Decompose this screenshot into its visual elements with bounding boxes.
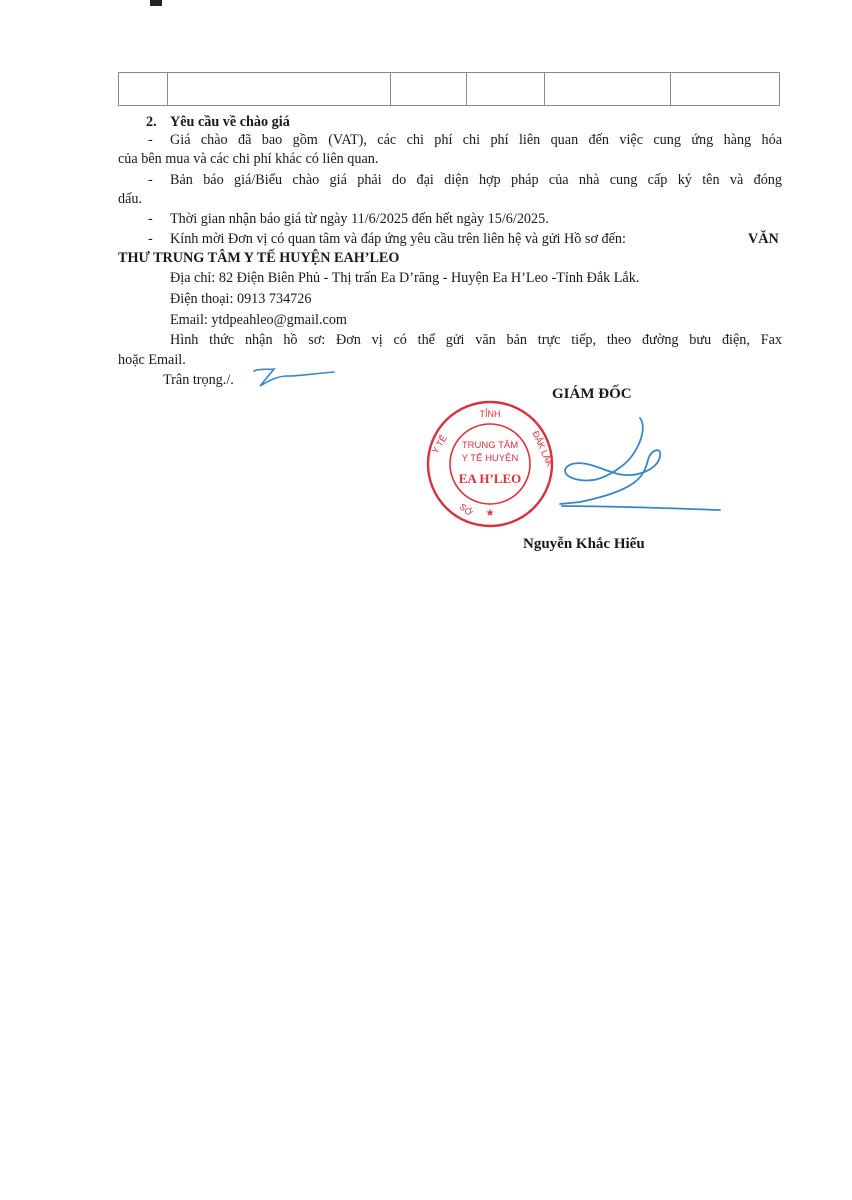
list-dash: - — [148, 231, 153, 247]
stamp-ring-left: Y TẾ — [429, 433, 449, 456]
table-bottom-row — [118, 72, 780, 106]
svg-text:★: ★ — [485, 508, 495, 519]
stamp-ring-right: ĐẮK LẮK — [530, 429, 556, 469]
stamp-center-line-1: TRUNG TÂM — [461, 440, 519, 451]
list-dash: - — [148, 132, 153, 148]
table-cell — [671, 73, 780, 106]
list-dash: - — [148, 211, 153, 227]
item-2-line-2: dấu. — [118, 191, 143, 207]
stamp-ring-bottom: SỞ — [457, 501, 475, 518]
section-number: 2. — [146, 114, 157, 130]
item-1-line-1: Giá chào đã bao gồm (VAT), các chi phí chi phí liên quan đến việc cung ứng hàng hóa — [170, 132, 782, 148]
item-3-line-1: Thời gian nhận báo giá từ ngày 11/6/2025 đến hết ngày 15/6/2025. — [170, 211, 549, 227]
recipient-name: THƯ TRUNG TÂM Y TẾ HUYỆN EAH’LEO — [118, 250, 400, 266]
signature-title: GIÁM ĐỐC — [552, 386, 632, 402]
stamp-ring-top: TỈNH — [479, 409, 501, 419]
table-cell — [391, 73, 467, 106]
table-row — [119, 73, 780, 106]
item-2-line-1: Bản báo giá/Biểu chào giá phải do đại diện hợp pháp của nhà cung cấp ký tên và đóng — [170, 172, 782, 188]
director-signature-icon — [540, 410, 740, 522]
stamp-center-line-2: Y TẾ HUYỆN — [461, 453, 519, 464]
contact-phone: Điện thoại: 0913 734726 — [170, 291, 312, 307]
table-cell — [467, 73, 545, 106]
section-heading: Yêu cầu về chào giá — [170, 114, 290, 130]
scan-edge-mark — [150, 0, 162, 6]
submission-method-line-2: hoặc Email. — [118, 352, 186, 368]
contact-address: Địa chỉ: 82 Điện Biên Phủ - Thị trấn Ea D’răng - Huyện Ea H’Leo -Tỉnh Đắk Lắk. — [170, 270, 640, 286]
table-cell — [168, 73, 391, 106]
stamp-center-line-3: EA H’LEO — [458, 471, 522, 486]
closing-text: Trân trọng./. — [163, 372, 234, 388]
official-stamp-icon — [424, 398, 556, 530]
table-cell — [545, 73, 671, 106]
table-cell — [119, 73, 168, 106]
item-1-line-2: của bên mua và các chi phí khác có liên quan. — [118, 151, 379, 167]
item-4-line-1-bold: VĂN — [748, 231, 779, 247]
initial-signature-icon — [248, 364, 338, 390]
submission-method-line-1: Hình thức nhận hồ sơ: Đơn vị có thể gửi văn bản trực tiếp, theo đường bưu điện, Fax — [170, 332, 782, 348]
list-dash: - — [148, 172, 153, 188]
item-4-line-1: Kính mời Đơn vị có quan tâm và đáp ứng yêu cầu trên liên hệ và gửi Hồ sơ đến: — [170, 231, 626, 247]
signer-name: Nguyễn Khắc Hiếu — [523, 536, 645, 552]
contact-email: Email: ytdpeahleo@gmail.com — [170, 312, 347, 328]
